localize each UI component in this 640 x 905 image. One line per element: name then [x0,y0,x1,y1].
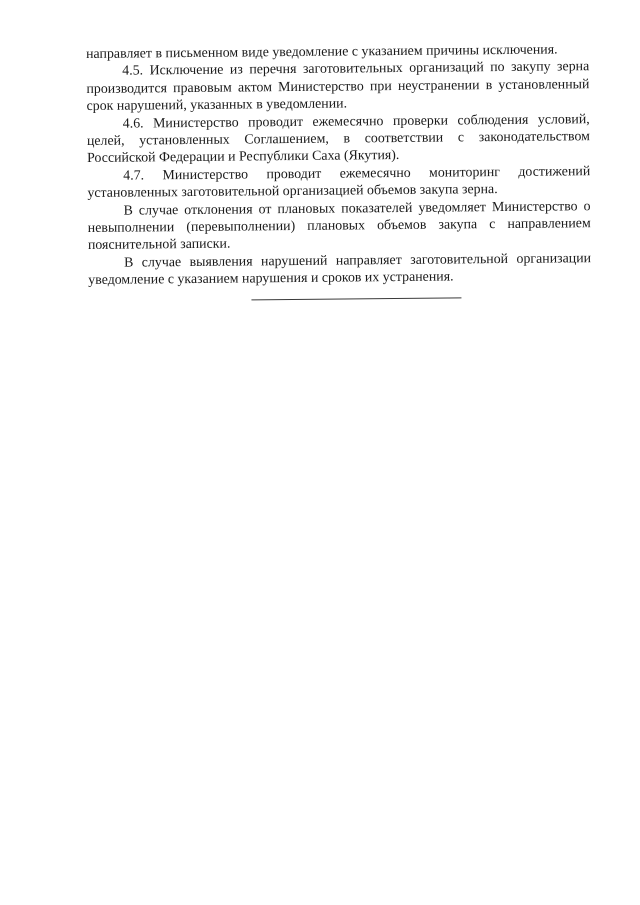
paragraph-4-7: 4.7. Министерство проводит ежемесячно мониторинг достижений установленных заготовительной организацией объемов закупа зерна. [87,164,591,202]
paragraph-4-5: 4.5. Исключение из перечня заготовительных организаций по закупу зерна производится правовым актом Министерство при неустранении в установленный срок нарушений, указанных в уведомлении. [86,59,590,115]
paragraph-violation: В случае выявления нарушений направляет заготовительной организации уведомление с указанием нарушения и сроков их устранения. [88,251,592,289]
paragraph-continuation: направляет в письменном виде уведомление с указанием причины исключения. [86,42,558,62]
document-page [86,41,591,302]
paragraph-deviation: В случае отклонения от плановых показателей уведомляет Министерство о невыполнении (перевыполнении) плановых объемов закупа с направлением пояснительной записки. [87,198,591,254]
end-rule [251,297,461,300]
paragraph-4-6: 4.6. Министерство проводит ежемесячно проверки соблюдения условий, целей, установленных Соглашением, в соответствии с законодательством Российской Федерации и Республики Саха (Якутия). [86,111,590,167]
